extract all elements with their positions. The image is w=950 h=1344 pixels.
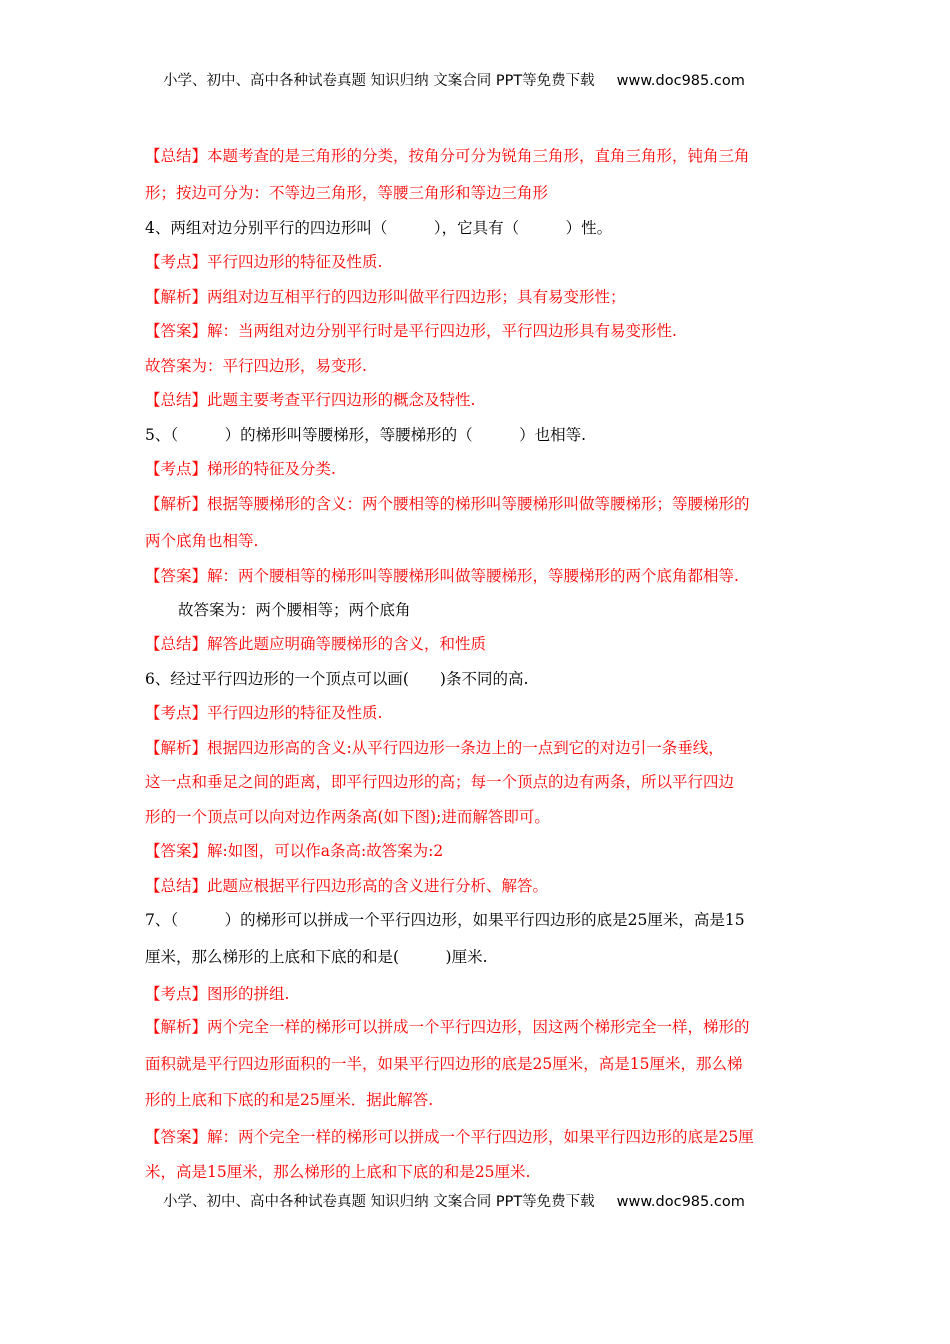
line-daan-5: 【答案】解：两个腰相等的梯形叫等腰梯形叫做等腰梯形，等腰梯形的两个底角都相等. xyxy=(145,567,739,585)
page-footer xyxy=(163,1190,745,1211)
line-daan-6: 【答案】解:如图，可以作a条高:故答案为:2 xyxy=(145,842,444,860)
footer-text: 小学、初中、高中各种试卷真题 知识归纳 文案合同 PPT等免费下载 xyxy=(163,1194,595,1210)
line-kaodian-6: 【考点】平行四边形的特征及性质. xyxy=(145,704,383,722)
line-jiexi-5b: 两个底角也相等. xyxy=(145,532,259,550)
question-5: 5、（ ）的梯形叫等腰梯形，等腰梯形的（ ）也相等. xyxy=(145,426,587,444)
line-daan-5b: 故答案为：两个腰相等；两个底角 xyxy=(178,601,411,619)
line-daan-4b: 故答案为：平行四边形，易变形. xyxy=(145,357,367,375)
line-summary-3a: 【总结】本题考查的是三角形的分类，按角分可分为锐角三角形，直角三角形，钝角三角 xyxy=(145,147,750,165)
line-jiexi-5a: 【解析】根据等腰梯形的含义：两个腰相等的梯形叫等腰梯形叫做等腰梯形；等腰梯形的 xyxy=(145,495,750,513)
header-text: 小学、初中、高中各种试卷真题 知识归纳 文案合同 PPT等免费下载 xyxy=(163,73,595,89)
question-4: 4、两组对边分别平行的四边形叫（ ），它具有（ ）性。 xyxy=(145,219,613,237)
line-jiexi-6b: 这一点和垂足之间的距离，即平行四边形的高；每一个顶点的边有两条，所以平行四边 xyxy=(145,773,735,791)
line-kaodian-4: 【考点】平行四边形的特征及性质. xyxy=(145,253,383,271)
question-6: 6、经过平行四边形的一个顶点可以画( )条不同的高. xyxy=(145,670,529,688)
question-7b: 厘米，那么梯形的上底和下底的和是( )厘米. xyxy=(145,948,488,966)
line-summary-6: 【总结】此题应根据平行四边形高的含义进行分析、解答。 xyxy=(145,877,549,895)
line-jiexi-7c: 形的上底和下底的和是25厘米．据此解答. xyxy=(145,1091,434,1109)
line-jiexi-7a: 【解析】两个完全一样的梯形可以拼成一个平行四边形，因这两个梯形完全一样，梯形的 xyxy=(145,1018,750,1036)
line-daan-4: 【答案】解：当两组对边分别平行时是平行四边形，平行四边形具有易变形性. xyxy=(145,322,677,340)
line-kaodian-7: 【考点】图形的拼组. xyxy=(145,985,290,1003)
page-header xyxy=(163,69,745,90)
line-daan-7a: 【答案】解：两个完全一样的梯形可以拼成一个平行四边形，如果平行四边形的底是25厘 xyxy=(145,1128,754,1146)
line-summary-3b: 形；按边可分为：不等边三角形，等腰三角形和等边三角形 xyxy=(145,184,549,202)
line-jiexi-7b: 面积就是平行四边形面积的一半，如果平行四边形的底是25厘米，高是15厘米，那么梯 xyxy=(145,1055,743,1073)
header-site: www.doc985.com xyxy=(616,73,745,89)
line-jiexi-4: 【解析】两组对边互相平行的四边形叫做平行四边形；具有易变形性； xyxy=(145,288,626,306)
line-jiexi-6a: 【解析】根据四边形高的含义:从平行四边形一条边上的一点到它的对边引一条垂线， xyxy=(145,739,724,757)
line-jiexi-6c: 形的一个顶点可以向对边作两条高(如下图);进而解答即可。 xyxy=(145,808,550,826)
line-summary-5: 【总结】解答此题应明确等腰梯形的含义，和性质 xyxy=(145,635,487,653)
line-summary-4: 【总结】此题主要考查平行四边形的概念及特性. xyxy=(145,391,476,409)
line-kaodian-5: 【考点】梯形的特征及分类. xyxy=(145,460,336,478)
question-7a: 7、（ ）的梯形可以拼成一个平行四边形，如果平行四边形的底是25厘米，高是15 xyxy=(145,911,745,929)
line-daan-7b: 米，高是15厘米，那么梯形的上底和下底的和是25厘米. xyxy=(145,1163,531,1181)
footer-site: www.doc985.com xyxy=(616,1194,745,1210)
